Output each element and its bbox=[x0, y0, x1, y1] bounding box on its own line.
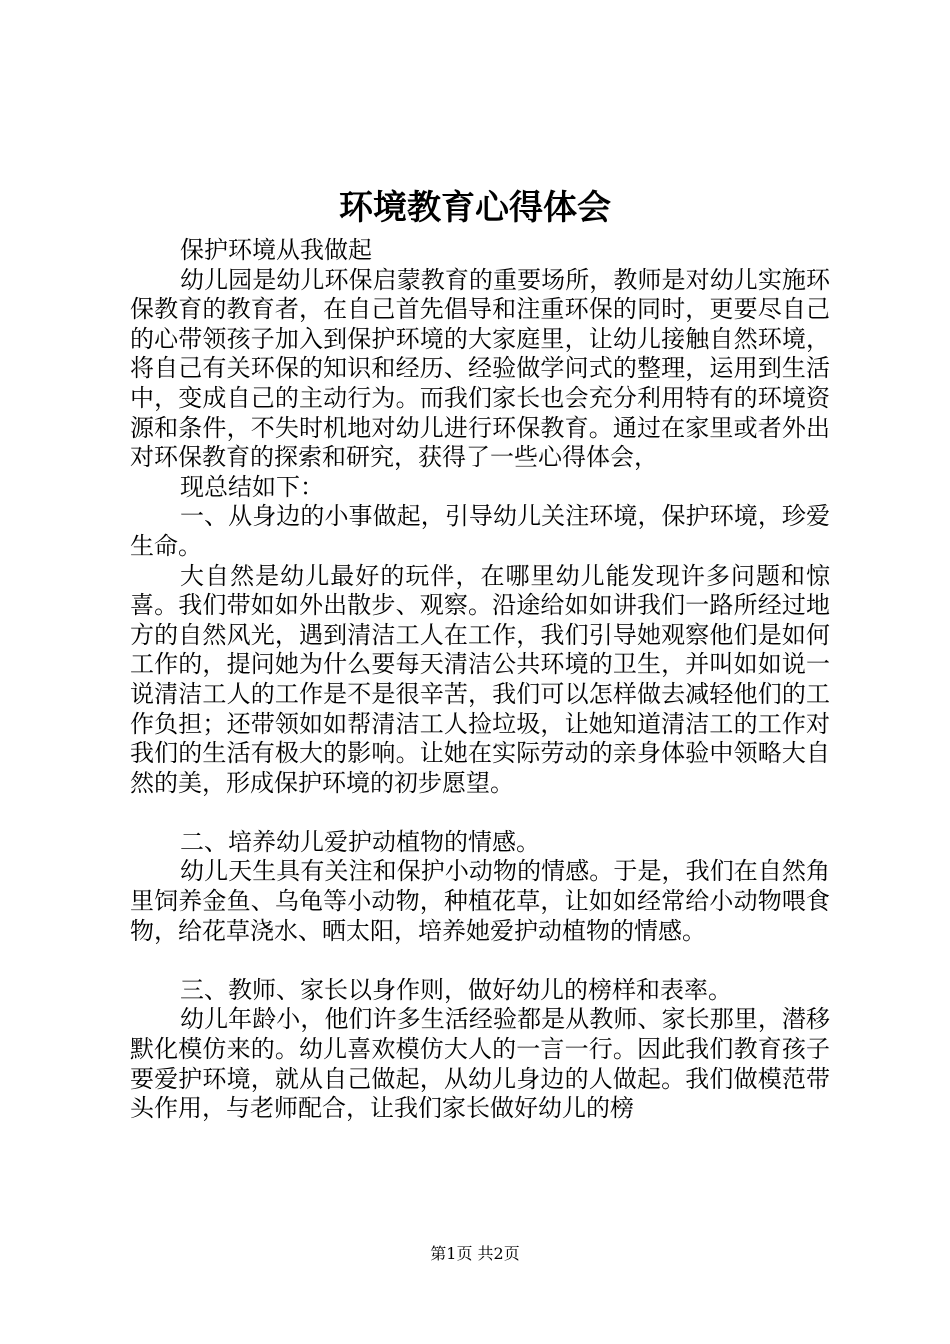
summary-lead-paragraph: 现总结如下： bbox=[180, 472, 324, 501]
section-body-3: 幼儿年龄小，他们许多生活经验都是从教师、家长那里，潜移默化模仿来的。幼儿喜欢模仿大人的一言一行。因此我们教育孩子要爱护环境，就从自己做起，从幼儿身边的人做起。我们做模范带头作用，与老师配合，让我们家长做好幼儿的榜 bbox=[130, 1005, 830, 1123]
section-body-1: 大自然是幼儿最好的玩伴，在哪里幼儿能发现许多问题和惊喜。我们带如如外出散步、观察。沿途给如如讲我们一路所经过地方的自然风光，遇到清洁工人在工作，我们引导她观察他们是如何工作的，提问她为什么要每天清洁公共环境的卫生，并叫如如说一说清洁工人的工作是不是很辛苦，我们可以怎样做去减轻他们的工作负担；还带领如如帮清洁工人捡垃圾，让她知道清洁工的工作对我们的生活有极大的影响。让她在实际劳动的亲身体验中领略大自然的美，形成保护环境的初步愿望。 bbox=[130, 561, 830, 797]
page-number-footer: 第1页 共2页 bbox=[430, 1244, 520, 1263]
document-body bbox=[130, 236, 830, 1124]
section-heading-1: 一、从身边的小事做起，引导幼儿关注环境，保护环境，珍爱生命。 bbox=[130, 502, 830, 560]
document-title: 环境教育心得体会 bbox=[339, 188, 611, 228]
intro-paragraph: 幼儿园是幼儿环保启蒙教育的重要场所，教师是对幼儿实施环保教育的教育者，在自己首先倡导和注重环保的同时，更要尽自己的心带领孩子加入到保护环境的大家庭里，让幼儿接触自然环境，将自己有关环保的知识和经历、经验做学问式的整理，运用到生活中，变成自己的主动行为。而我们家长也会充分利用特有的环境资源和条件，不失时机地对幼儿进行环保教育。通过在家里或者外出对环保教育的探索和研究，获得了一些心得体会， bbox=[130, 265, 830, 472]
subtitle-paragraph: 保护环境从我做起 bbox=[180, 236, 372, 264]
section-heading-2: 二、培养幼儿爱护动植物的情感。 bbox=[180, 827, 540, 856]
section-heading-3: 三、教师、家长以身作则，做好幼儿的榜样和表率。 bbox=[180, 975, 732, 1004]
section-body-2: 幼儿天生具有关注和保护小动物的情感。于是，我们在自然角里饲养金鱼、乌龟等小动物，种植花草，让如如经常给小动物喂食物，给花草浇水、晒太阳，培养她爱护动植物的情感。 bbox=[130, 857, 830, 945]
